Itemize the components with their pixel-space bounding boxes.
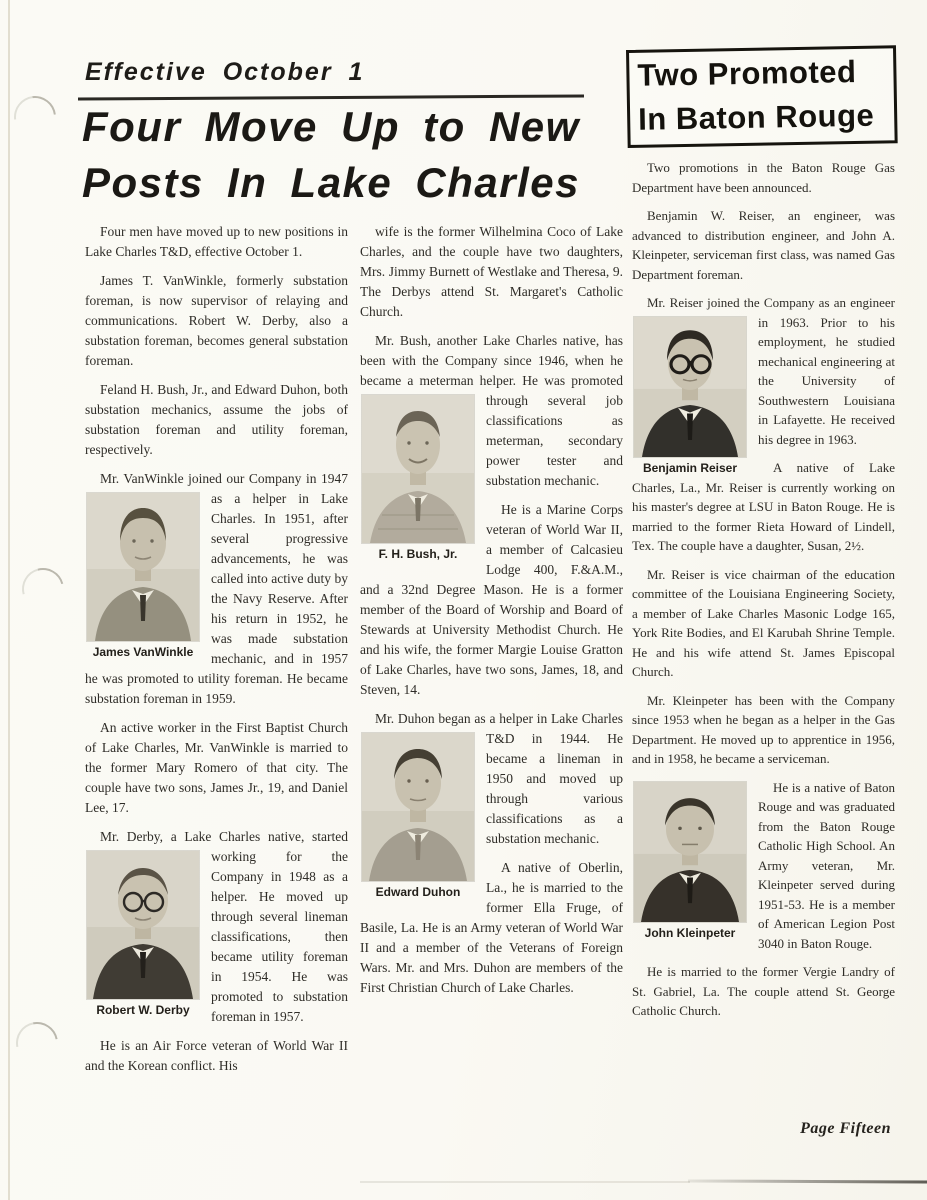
photo-benjamin-reiser	[634, 317, 746, 457]
paragraph: A native of Oberlin, La., he is married to the former Ella Fruge, of Basile, La. He is an Army veteran of World War II and a member of the Veterans of Foreign Wars. Mr. and Mrs. Duhon are members of the First Christian Church of Lake Charles.	[360, 860, 623, 995]
scan-artifact	[688, 1179, 927, 1183]
photo-robert-derby	[87, 851, 199, 999]
secondary-headline-line1: Two Promoted	[637, 53, 857, 93]
main-headline-line1: Four Move Up to New	[82, 103, 580, 150]
photo-figure-derby	[85, 851, 201, 1018]
main-headline-line2: Posts In Lake Charles	[82, 159, 581, 206]
paragraph: Mr. Bush, another Lake Charles native, has been with the Company since 1946, when he became a meterman helper. He was promoted through several F. H. Bush, Jr. job classifications as meterman, secondary power tester and substation mechanic.	[360, 333, 623, 561]
paragraph: An active worker in the First Baptist Church of Lake Charles, Mr. VanWinkle is married to the former Mary Romero of that city. The couple have two sons, James Jr., 19, and Daniel Lee, 17.	[85, 720, 348, 815]
photo-john-kleinpeter	[634, 782, 746, 922]
photo-james-vanwinkle	[87, 493, 199, 641]
column-middle	[360, 222, 623, 1007]
photo-fh-bush-jr	[362, 395, 474, 543]
column-left	[85, 222, 348, 1085]
photo-figure-kleinpeter	[632, 782, 748, 941]
paragraph: He is an Air Force veteran of World War II and the Korean conflict. His	[85, 1038, 348, 1073]
photo-caption: F. H. Bush, Jr.	[378, 547, 458, 561]
paragraph: Benjamin W. Reiser, an engineer, was advanced to distribution engineer, and John A. Kleinpeter, serviceman first class, was named Gas Department foreman.	[632, 208, 895, 282]
hole-punch-mark	[8, 1014, 66, 1072]
photo-figure-duhon	[360, 733, 476, 900]
photo-caption: Edward Duhon	[375, 885, 461, 899]
photo-figure-bush	[360, 395, 476, 562]
photo-caption: James VanWinkle	[92, 645, 194, 659]
paragraph: wife is the former Wilhelmina Coco of Lake Charles, and the couple have two daughters, Mrs. Jimmy Burnett of Westlake and Theresa, 9. The Derbys attend St. Margaret's Catholic Church.	[360, 224, 623, 319]
kicker-headline: Effective October 1	[85, 58, 365, 86]
photo-figure-vanwinkle	[85, 493, 201, 660]
paragraph: A native of Lake Charles, La., Mr. Reiser is currently working on his master's degree at LSU in Baton Rouge. He is married to the former Rieta Howard of Lindell, Tex. The couple have a daughter, Susan, 2½.	[632, 460, 895, 553]
photo-caption: John Kleinpeter	[644, 925, 736, 940]
paragraph: Four men have moved up to new positions in Lake Charles T&D, effective October 1.	[85, 224, 348, 259]
hole-punch-mark	[6, 88, 65, 147]
paragraph: John Kleinpeter He is a native of Baton Rouge and was graduated from the Baton Rouge Catholic High School. An Army veteran, Mr. Kleinpeter served during 1951-53. He is a member of American Legion Post 3040 in Baton Rouge.	[632, 778, 895, 954]
paragraph: Feland H. Bush, Jr., and Edward Duhon, both substation mechanics, assume the jobs of substation foreman and utility foreman, respectively.	[85, 382, 348, 457]
paragraph: Two promotions in the Baton Rouge Gas Department have been announced.	[632, 160, 895, 195]
paragraph: Mr. Derby, a Lake Charles native, Robert W. Derby started working for the Company in 1948 as a helper. He moved up through several lineman classifications, then became utility foreman in 1954. He was promoted to substation foreman in 1957.	[85, 827, 348, 1027]
page-number: Page Fifteen	[800, 1120, 891, 1137]
paragraph: Mr. Duhon began as a helper in Lake Edward Duhon Charles T&D in 1944. He became a lineman in 1950 and moved up through various classifications as a substation mechanic.	[360, 709, 623, 849]
main-headline	[82, 99, 580, 211]
secondary-headline-box	[626, 45, 898, 148]
photo-figure-reiser	[632, 317, 748, 476]
paragraph: Mr. VanWinkle joined our Company James VanWinkle in 1947 as a helper in Lake Charles. In 1951, after several progressive advancements, he was called into active duty by the Navy Reserve. After his return in 1952, he was made substation mechanic, and in 1957 he was promoted to utility foreman. He became substation foreman in 1959.	[85, 471, 348, 706]
paragraph: He is married to the former Vergie Landry of St. Gabriel, La. The couple attend St. George Catholic Church.	[632, 964, 895, 1018]
hole-punch-mark	[14, 560, 71, 617]
scan-artifact	[360, 1181, 690, 1183]
column-right	[632, 158, 895, 1030]
secondary-headline-line2: In Baton Rouge	[637, 97, 875, 137]
paragraph: James T. VanWinkle, formerly substation foreman, is now supervisor of relaying and communications. Robert W. Derby, also a substation foreman, becomes general substation foreman.	[85, 273, 348, 368]
paragraph: Mr. Kleinpeter has been with the Company since 1953 when he began as a helper in the Gas Department. He moved up to apprentice in 1956, and in 1958, he became a serviceman.	[632, 692, 895, 766]
photo-caption: Benjamin Reiser	[642, 460, 738, 475]
page-edge-line	[8, 0, 10, 1200]
photo-edward-duhon	[362, 733, 474, 881]
paragraph: Mr. Reiser is vice chairman of the education committee of the Louisiana Engineering Society, a member of Lake Charles Masonic Lodge 165, York Rite Bodies, and El Karubah Shrine Temple. He and his wife attend St. James Episcopal Church.	[632, 566, 895, 679]
paragraph: Mr. Reiser joined the Company as Benjamin Reiser an engineer in 1963. Prior to his employment, he studied mechanical engineering at the University of Southwestern Louisiana in Lafayette. He received his degree in 1963.	[632, 293, 895, 449]
paragraph: He is a Marine Corps veteran of World War II, a member of Calcasieu Lodge 400, F.&A.M., and a 32nd Degree Mason. He is a former member of the Board of Worship and Board of Stewards at University Methodist Church. He and his wife, the former Margie Louise Gratton of Lake Charles, have two sons, James, 18, and Steven, 14.	[360, 502, 623, 697]
photo-caption: Robert W. Derby	[96, 1003, 190, 1017]
